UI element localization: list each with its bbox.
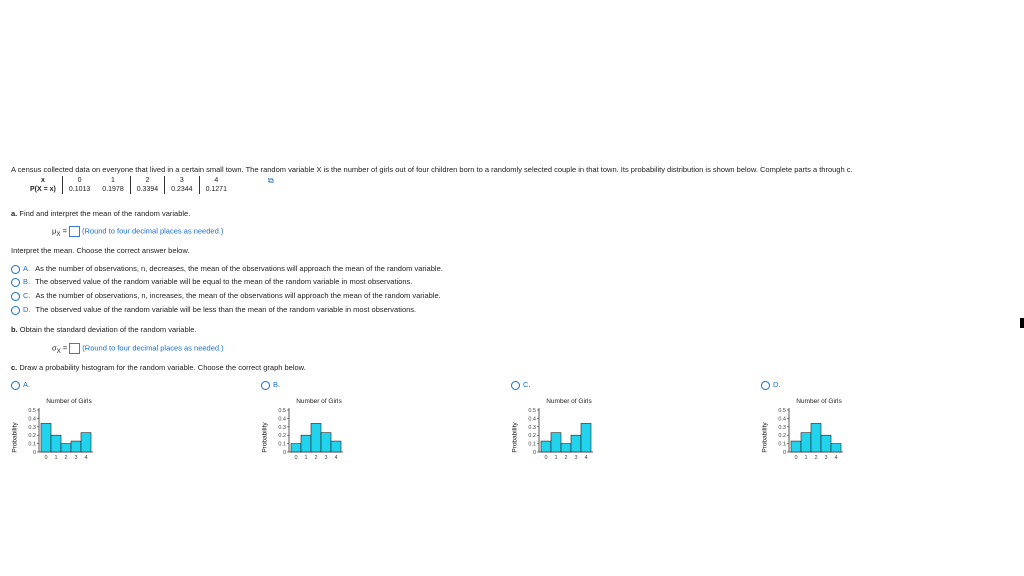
y-tick-label: 0 [32,450,36,456]
y-axis-label: Probability [11,422,19,453]
radio-icon[interactable] [11,306,20,315]
copy-icon[interactable]: ⧉ [268,176,274,185]
mu-symbol: μ [52,226,57,236]
y-tick-label: 0.3 [778,424,786,431]
y-tick-label: 0.4 [528,416,536,423]
radio-icon[interactable] [11,265,20,274]
y-tick-label: 0.3 [28,424,36,431]
x-tick-label: 2 [64,455,68,461]
histogram-bar [71,441,81,452]
probability-table [24,176,233,194]
x-value: 2 [130,176,164,185]
y-tick-label: 0 [782,450,786,456]
option-b[interactable]: B. The observed value of the random variable will be equal to the mean of the random variable in most observations. [11,277,412,287]
histogram-d [761,398,854,464]
y-tick-label: 0.5 [28,408,36,414]
y-tick-label: 0.2 [28,433,36,440]
x-tick-label: 3 [574,455,578,461]
x-tick-label: 4 [334,455,338,461]
histogram-bar [301,435,311,452]
y-tick-label: 0.4 [28,416,36,423]
y-tick-label: 0.2 [278,433,286,440]
y-tick-label: 0.2 [528,433,536,440]
x-tick-label: 2 [314,455,318,461]
x-tick-label: 0 [794,455,798,461]
histogram-a [11,398,104,464]
x-tick-label: 1 [304,455,308,461]
y-tick-label: 0.5 [778,408,786,414]
p-header: P(X = x) [24,185,62,194]
histogram-bar [311,423,321,452]
x-tick-label: 0 [44,455,48,461]
histogram-bar [791,441,801,452]
rounding-hint: (Round to four decimal places as needed.) [81,226,224,236]
x-value: 4 [214,177,219,184]
x-tick-label: 3 [74,455,78,461]
radio-icon[interactable] [11,278,20,287]
rounding-hint: (Round to four decimal places as needed.) [82,343,224,353]
x-tick-label: 0 [294,455,298,461]
x-tick-label: 2 [814,455,818,461]
histogram-bar [551,433,561,452]
histogram-bar [811,423,821,452]
histogram-bar [331,441,341,452]
histogram-bar [51,435,61,452]
radio-icon[interactable] [761,381,770,390]
histogram-bar [41,423,51,452]
histogram-c [511,398,604,464]
x-tick-label: 2 [564,455,568,461]
y-tick-label: 0.1 [778,441,786,448]
y-tick-label: 0 [282,450,286,456]
histogram-bar [291,444,301,452]
problem-intro: A census collected data on everyone that lived in a certain small town. The random variable X is the number of girls out of four children born to a randomly selected couple in that town. Its probability distribution is shown below. Complete parts a through c. [11,165,853,174]
y-axis-label: Probability [511,422,519,453]
graph-option-c[interactable]: C. [511,380,536,390]
histogram-bar [821,435,831,452]
graph-option-b[interactable]: B. [261,380,285,390]
chart-title: Number of Girls [546,398,592,405]
option-c[interactable]: C. As the number of observations, n, increases, the mean of the observations will approach the mean of the random variable. [11,291,441,301]
mean-input[interactable] [69,226,80,237]
p-value: 0.1271 [205,186,227,193]
histogram-bar [81,433,91,452]
x-tick-label: 3 [824,455,828,461]
histogram-bar [541,441,551,452]
x-tick-label: 0 [544,455,548,461]
y-tick-label: 0.3 [278,424,286,431]
x-tick-label: 1 [804,455,808,461]
histogram-bar [561,444,571,452]
part-c-prompt: c. Draw a probability histogram for the random variable. Choose the correct graph below. [11,363,306,372]
histogram-bar [61,444,71,452]
chart-title: Number of Girls [296,398,342,405]
p-value: 0.2344 [165,185,199,194]
sigma-symbol: σ [52,343,57,353]
option-a[interactable]: A. As the number of observations, n, decreases, the mean of the observations will approach the mean of the random variable. [11,264,443,274]
y-tick-label: 0.5 [278,408,286,414]
part-b-prompt: b. Obtain the standard deviation of the random variable. [11,325,197,334]
y-tick-label: 0 [532,450,536,456]
p-value: 0.3394 [130,185,164,194]
histogram-bar [321,433,331,452]
radio-icon[interactable] [261,381,270,390]
radio-icon[interactable] [511,381,520,390]
sd-input[interactable] [69,343,80,354]
graph-option-a[interactable]: A. [11,380,35,390]
x-tick-label: 1 [554,455,558,461]
scroll-marker [1020,318,1024,328]
p-value: 0.1978 [96,185,130,194]
x-value: 0 [77,177,82,184]
x-header: x [24,176,62,185]
x-tick-label: 3 [324,455,328,461]
radio-icon[interactable] [11,381,20,390]
interpret-prompt: Interpret the mean. Choose the correct answer below. [11,246,190,255]
histogram-bar [581,423,591,452]
graph-option-d[interactable]: D. [761,380,786,390]
y-tick-label: 0.5 [528,408,536,414]
y-tick-label: 0.1 [28,441,36,448]
y-tick-label: 0.4 [778,416,786,423]
x-tick-label: 4 [84,455,88,461]
y-tick-label: 0.4 [278,416,286,423]
x-value: 3 [165,176,199,185]
y-tick-label: 0.1 [528,441,536,448]
part-a-prompt: a. Find and interpret the mean of the random variable. [11,209,191,218]
sd-answer-row: $\sigma_X$ = (Round to four decimal places as needed.) [52,343,224,355]
x-tick-label: 1 [54,455,58,461]
histogram-b [261,398,354,464]
y-axis-label: Probability [761,422,769,453]
x-tick-label: 4 [584,455,588,461]
y-tick-label: 0.2 [778,433,786,440]
y-tick-label: 0.3 [528,424,536,431]
histogram-bar [831,444,841,452]
x-value: 1 [96,176,130,185]
y-tick-label: 0.1 [278,441,286,448]
chart-title: Number of Girls [796,398,842,405]
option-d[interactable]: D. The observed value of the random variable will be less than the mean of the random variable in most observations. [11,305,416,315]
chart-title: Number of Girls [46,398,92,405]
p-value: 0.1013 [68,186,91,193]
radio-icon[interactable] [11,292,20,301]
histogram-bar [571,435,581,452]
y-axis-label: Probability [261,422,269,453]
histogram-bar [801,433,811,452]
x-tick-label: 4 [834,455,838,461]
mean-answer-row: $\mu_X$ = (Round to four decimal places as needed.) [52,226,224,238]
